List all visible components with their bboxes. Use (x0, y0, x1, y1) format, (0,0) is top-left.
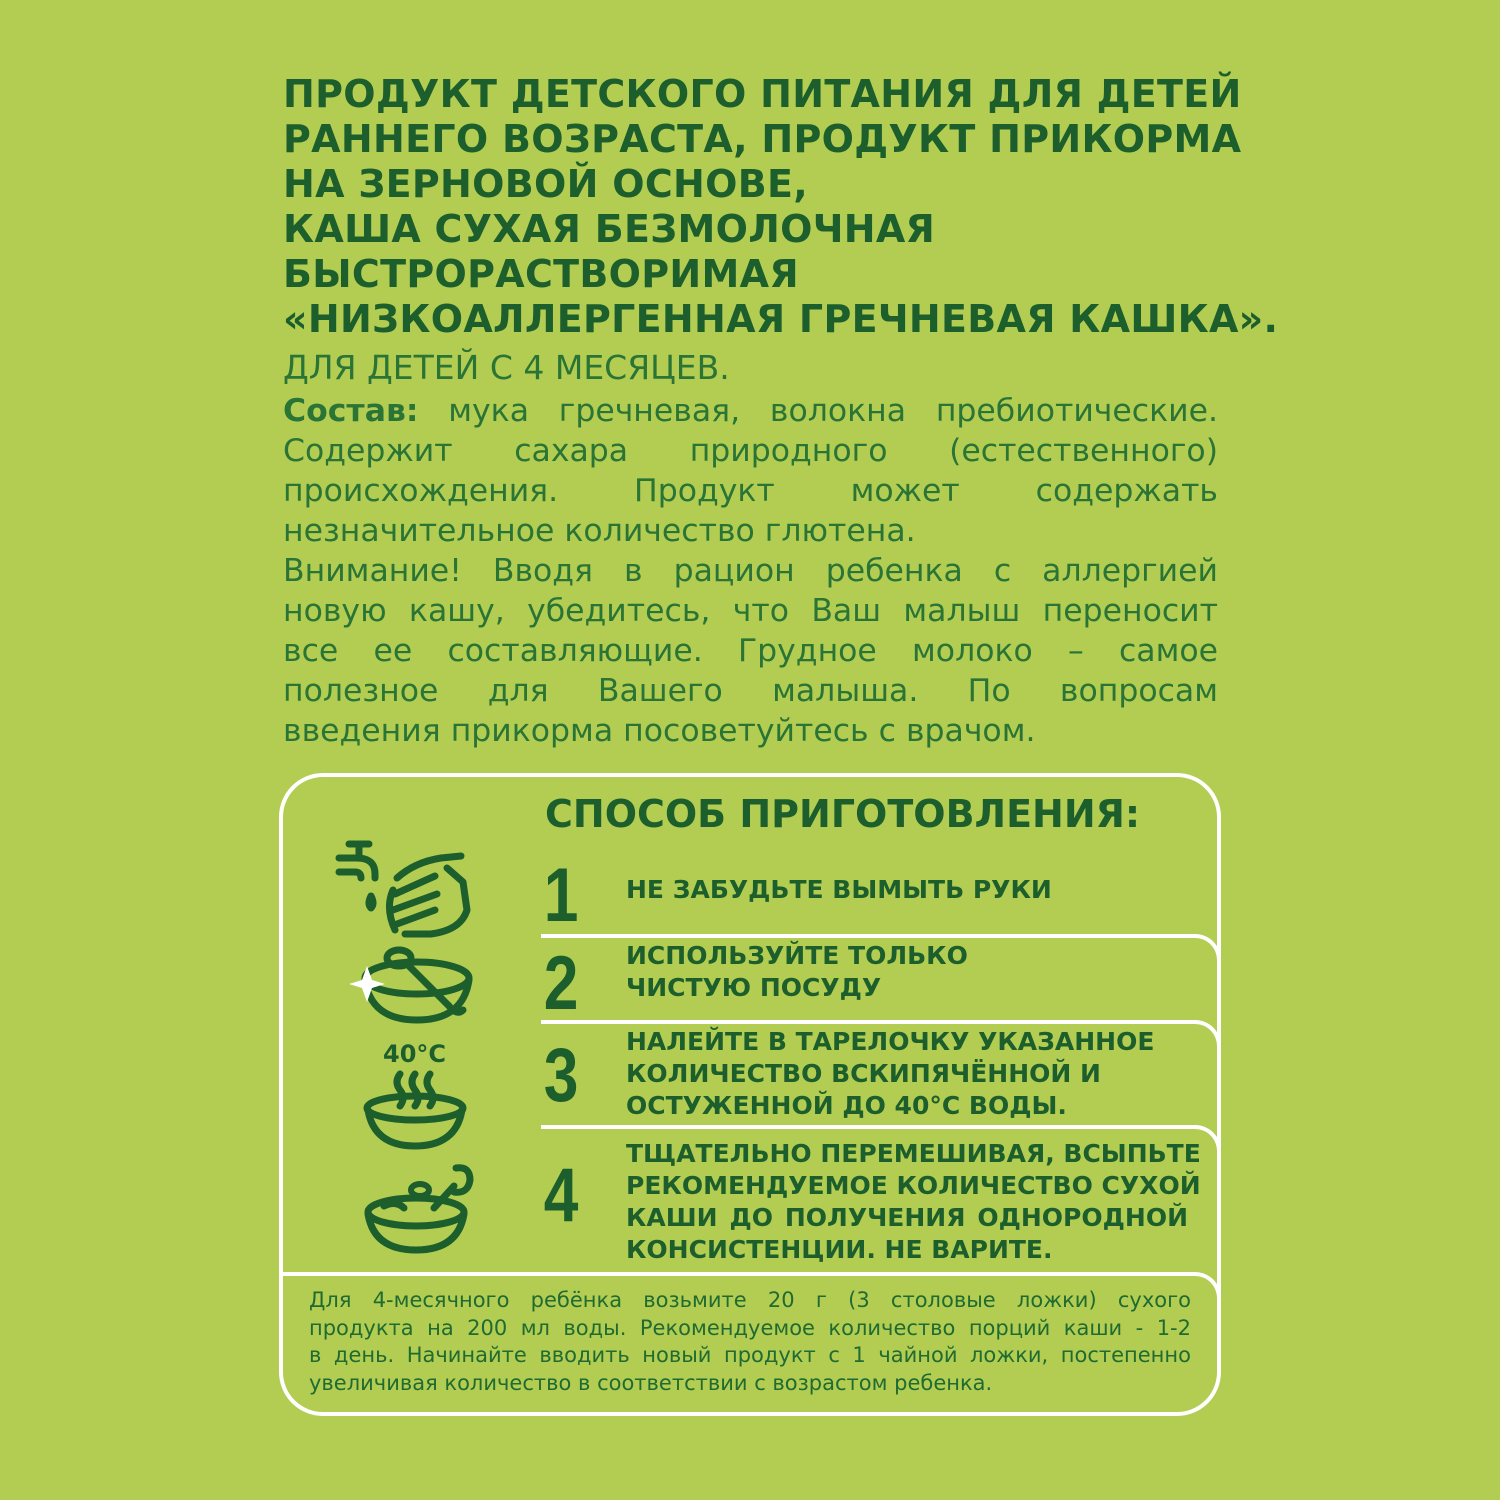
composition-first-line: мука гречневая, волокна пребиотические. (418, 393, 1218, 429)
title-line: ПРОДУКТ ДЕТСКОГО ПИТАНИЯ ДЛЯ ДЕТЕЙ (283, 72, 1242, 116)
title-line: БЫСТРОРАСТВОРИМАЯ (283, 252, 799, 296)
preparation-heading: СПОСОБ ПРИГОТОВЛЕНИЯ: (545, 792, 1141, 836)
title-line: РАННЕГО ВОЗРАСТА, ПРОДУКТ ПРИКОРМА (283, 117, 1242, 161)
step-line: ИСПОЛЬЗУЙТЕ ТОЛЬКО (626, 941, 968, 970)
hand-washing-icon (335, 838, 475, 938)
step-number-3: 3 (543, 1033, 579, 1118)
warm-water-bowl-icon (360, 1070, 470, 1150)
note-line: в день. Начинайте вводить новый продукт с 1 чайной ложки, постепенно (309, 1343, 1191, 1367)
composition-label: Состав: (283, 393, 419, 429)
title-line: КАША СУХАЯ БЕЗМОЛОЧНАЯ (283, 207, 936, 251)
step-line: КОНСИСТЕНЦИИ. НЕ ВАРИТЕ. (626, 1235, 1053, 1264)
note-line: увеличивая количество в соответствии с возрастом ребенка. (309, 1370, 993, 1395)
warning-line: полезное для Вашего малыша. По вопросам (283, 673, 1218, 709)
step-line: НЕ ЗАБУДЬТЕ ВЫМЫТЬ РУКИ (626, 875, 1052, 904)
serving-note (309, 1287, 1191, 1397)
note-line: Для 4-месячного ребёнка возьмите 20 г (3 столовые ложки) сухого (309, 1288, 1191, 1312)
step-line: РЕКОМЕНДУЕМОЕ КОЛИЧЕСТВО СУХОЙ (626, 1171, 1201, 1200)
step-number-1: 1 (543, 853, 579, 938)
step-text-3 (626, 1026, 1188, 1122)
warning-line: введения прикорма посоветуйтесь с врачом. (283, 713, 1036, 749)
note-line: продукта на 200 мл воды. Рекомендуемое количество порций каши - 1-2 (309, 1315, 1191, 1340)
step-line: КОЛИЧЕСТВО ВСКИПЯЧЁННОЙ И (626, 1059, 1101, 1088)
mixing-bowl-icon (360, 1160, 480, 1255)
step-line: ЧИСТУЮ ПОСУДУ (626, 973, 882, 1002)
composition-line: незначительное количество глютена. (283, 513, 916, 549)
step-number-2: 2 (543, 941, 579, 1026)
composition-line (283, 391, 1218, 431)
title-line: «НИЗКОАЛЛЕРГЕННАЯ ГРЕЧНЕВАЯ КАШКА». (283, 297, 1279, 341)
warning-line: новую кашу, убедитесь, что Ваш малыш переносит (283, 593, 1218, 629)
step-text-2 (626, 940, 1188, 1004)
age-info: ДЛЯ ДЕТЕЙ С 4 МЕСЯЦЕВ. (283, 348, 730, 387)
composition-line: происхождения. Продукт может содержать (283, 473, 1218, 509)
step-line: НАЛЕЙТЕ В ТАРЕЛОЧКУ УКАЗАННОЕ (626, 1027, 1155, 1056)
step-text-1 (626, 874, 1188, 906)
clean-bowl-icon (345, 944, 475, 1026)
warning-line: все ее составляющие. Грудное молоко – самое (283, 633, 1218, 669)
step-line: ТЩАТЕЛЬНО ПЕРЕМЕШИВАЯ, ВСЫПЬТЕ (626, 1139, 1201, 1168)
product-title (283, 72, 1279, 342)
title-line: НА ЗЕРНОВОЙ ОСНОВЕ, (283, 162, 809, 206)
temperature-label: 40°C (383, 1040, 447, 1068)
step-number-4: 4 (543, 1153, 579, 1238)
composition-line: Содержит сахара природного (естественного) (283, 433, 1218, 469)
warning-line: Внимание! Вводя в рацион ребенка с аллергией (283, 553, 1218, 589)
step-line: ОСТУЖЕННОЙ ДО 40°С ВОДЫ. (626, 1091, 1067, 1120)
step-text-4 (626, 1138, 1201, 1266)
step-line: КАШИ ДО ПОЛУЧЕНИЯ ОДНОРОДНОЙ (626, 1203, 1188, 1232)
composition-text (283, 391, 1218, 751)
